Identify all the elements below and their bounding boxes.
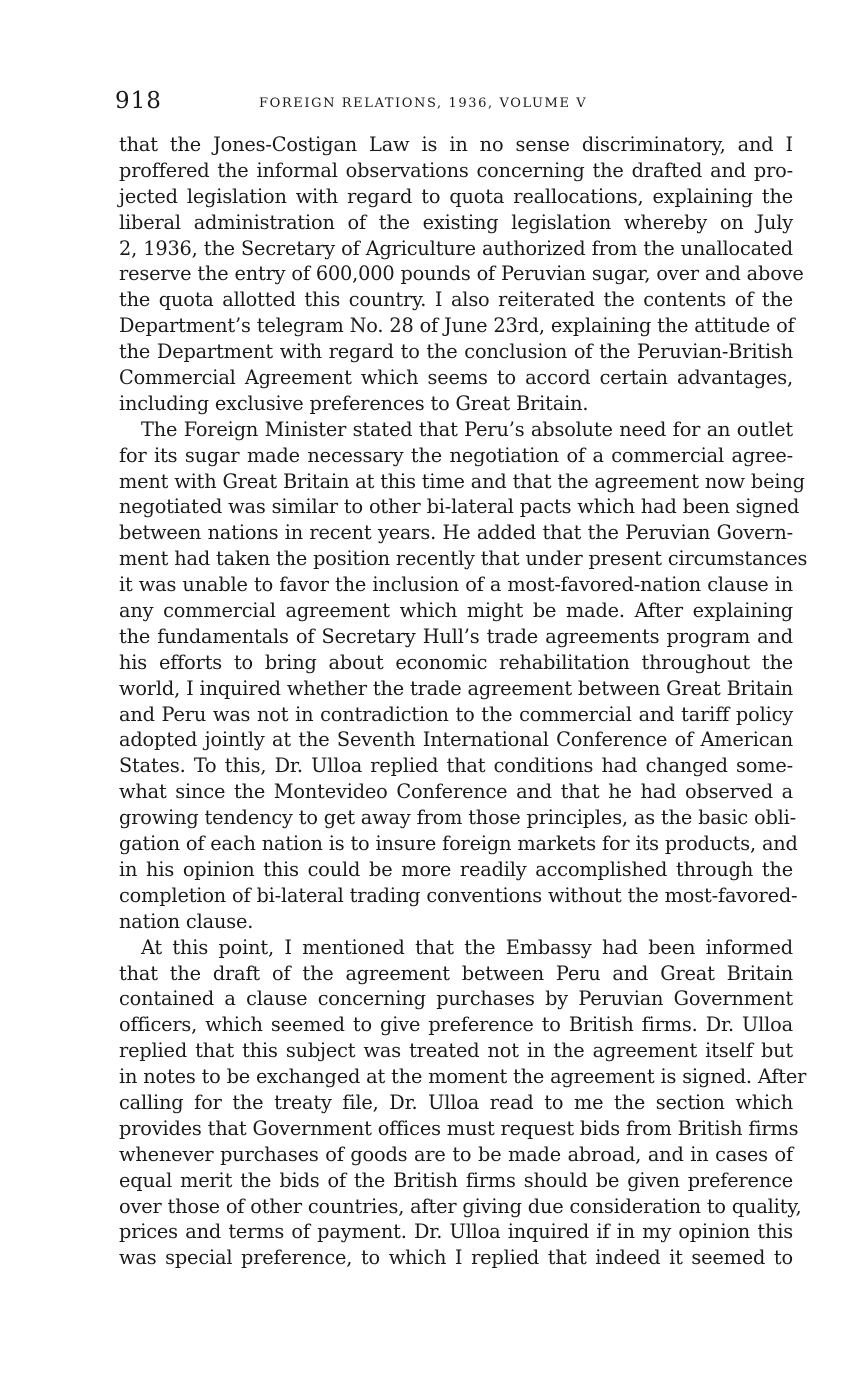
- text-line: officers, which seemed to give preference to British firms. Dr. Ulloa: [119, 1013, 793, 1037]
- page-number: 918: [115, 88, 162, 114]
- text-line: growing tendency to get away from those principles, as the basic obli-: [119, 806, 797, 830]
- text-line: At this point, I mentioned that the Embassy had been informed: [141, 935, 793, 959]
- text-line: world, I inquired whether the trade agreement between Great Britain: [119, 676, 793, 700]
- text-line: prices and terms of payment. Dr. Ulloa inquired if in my opinion this: [119, 1220, 793, 1244]
- text-line: reserve the entry of 600,000 pounds of Peruvian sugar, over and above: [119, 262, 804, 286]
- text-line: calling for the treaty file, Dr. Ulloa read to me the section which: [119, 1090, 793, 1114]
- text-line: Commercial Agreement which seems to accord certain advantages,: [119, 366, 793, 390]
- text-line: completion of bi-lateral trading conventions without the most-favored-: [119, 883, 798, 907]
- text-line: adopted jointly at the Seventh International Conference of American: [119, 728, 793, 752]
- text-line: in notes to be exchanged at the moment the agreement is signed. After: [119, 1065, 807, 1089]
- text-line: The Foreign Minister stated that Peru’s absolute need for an outlet: [141, 417, 793, 441]
- text-line: ment had taken the position recently that under present circumstances: [119, 547, 808, 571]
- text-line: gation of each nation is to insure foreign markets for its products, and: [119, 832, 798, 856]
- text-line: Department’s telegram No. 28 of June 23rd, explaining the attitude of: [119, 314, 795, 338]
- text-line: that the draft of the agreement between Peru and Great Britain: [119, 961, 793, 985]
- text-line: liberal administration of the existing legislation whereby on July: [119, 210, 793, 234]
- text-line: equal merit the bids of the British firms should be given preference: [119, 1168, 793, 1192]
- text-line: what since the Montevideo Conference and that he had observed a: [119, 780, 793, 804]
- text-line: jected legislation with regard to quota reallocations, explaining the: [119, 184, 793, 208]
- text-line: replied that this subject was treated not in the agreement itself but: [119, 1039, 793, 1063]
- text-line: between nations in recent years. He added that the Peruvian Govern-: [119, 521, 793, 545]
- text-line: contained a clause concerning purchases by Peruvian Government: [119, 987, 793, 1011]
- text-line: nation clause.: [119, 909, 254, 933]
- text-line: over those of other countries, after giving due consideration to quality,: [119, 1194, 802, 1218]
- running-head: FOREIGN RELATIONS, 1936, VOLUME V: [259, 96, 588, 111]
- text-line: 2, 1936, the Secretary of Agriculture authorized from the unallocated: [119, 236, 793, 260]
- text-line: negotiated was similar to other bi-lateral pacts which had been signed: [119, 495, 800, 519]
- text-line: in his opinion this could be more readily accomplished through the: [119, 857, 793, 881]
- text-line: and Peru was not in contradiction to the commercial and tariff policy: [119, 702, 793, 726]
- text-line: proffered the informal observations concerning the drafted and pro-: [119, 158, 793, 182]
- text-line: including exclusive preferences to Great Britain.: [119, 391, 589, 415]
- text-line: whenever purchases of goods are to be made abroad, and in cases of: [119, 1142, 793, 1166]
- text-line: provides that Government offices must request bids from British firms: [119, 1116, 799, 1140]
- page-header: [115, 88, 793, 118]
- text-line: was special preference, to which I replied that indeed it seemed to: [119, 1246, 793, 1270]
- text-line: that the Jones-Costigan Law is in no sense discriminatory, and I: [119, 133, 793, 156]
- text-line: his efforts to bring about economic rehabilitation throughout the: [119, 650, 793, 674]
- document-page: [115, 88, 808, 1271]
- body-text: [119, 132, 808, 1271]
- text-line: States. To this, Dr. Ulloa replied that conditions had changed some-: [119, 754, 793, 778]
- text-line: the fundamentals of Secretary Hull’s trade agreements program and: [119, 624, 793, 648]
- text-line: ment with Great Britain at this time and that the agreement now being: [119, 469, 805, 493]
- text-line: it was unable to favor the inclusion of a most-favored-nation clause in: [119, 573, 793, 597]
- text-line: any commercial agreement which might be made. After explaining: [119, 599, 793, 623]
- text-line: the Department with regard to the conclusion of the Peruvian-British: [119, 340, 793, 364]
- text-line: the quota allotted this country. I also reiterated the contents of the: [119, 288, 793, 312]
- text-line: for its sugar made necessary the negotiation of a commercial agree-: [119, 443, 793, 467]
